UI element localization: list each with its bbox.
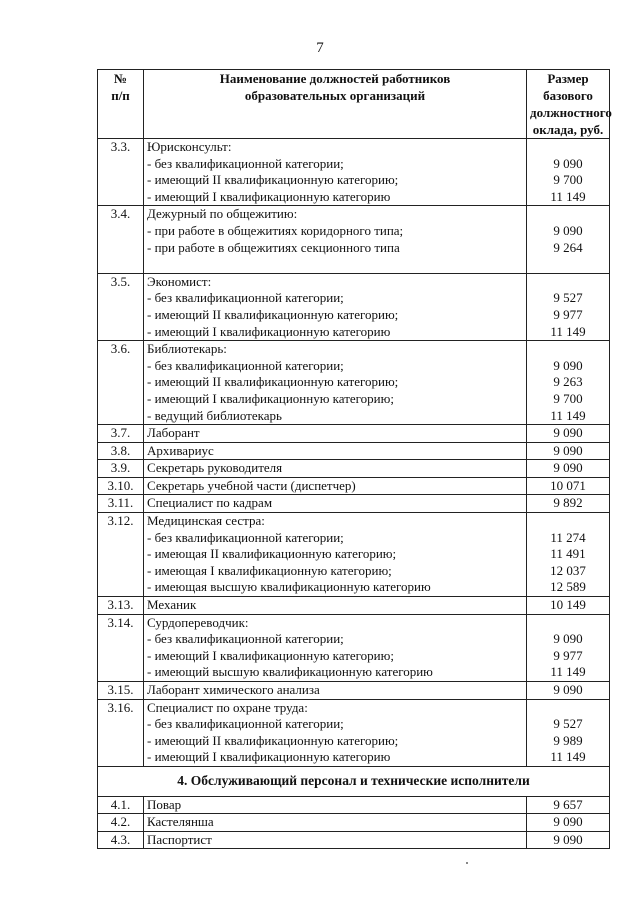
row-position-item: - имеющий II квалификационную категорию; (147, 732, 399, 748)
header-position-line: образовательных организаций (244, 88, 426, 103)
row-position (144, 699, 527, 766)
row-salary-value: 12 589 (550, 579, 586, 595)
row-position-item: - имеющий II квалификационную категорию; (147, 374, 399, 390)
row-salary (527, 814, 610, 832)
row-position-title: Архивариус (147, 442, 214, 458)
row-salary-value: 11 149 (550, 407, 586, 423)
row-salary-value: 9 989 (553, 732, 583, 748)
row-salary-value: 11 491 (550, 546, 586, 562)
row-position-item: - имеющий II квалификационную категорию; (147, 306, 399, 322)
row-position-title: Лаборант (147, 425, 200, 441)
row-salary-value: 11 149 (550, 749, 586, 765)
row-position (144, 814, 527, 832)
row-salary-value: 10 149 (550, 597, 586, 613)
row-number (98, 425, 144, 443)
row-salary-value: 9 527 (553, 716, 583, 732)
row-salary (527, 796, 610, 814)
row-position-item: - имеющий II квалификационную категорию; (147, 172, 399, 188)
row-salary-value: 9 977 (553, 306, 583, 322)
table-body (98, 139, 610, 767)
row-position-title: Секретарь учебной части (диспетчер) (147, 477, 356, 493)
salary-spacer (530, 139, 606, 156)
row-salary-value: 11 274 (550, 529, 586, 545)
row-number-text: 3.4. (110, 206, 131, 222)
row-position-item: - имеющая II квалификационную категорию; (147, 546, 397, 562)
row-position-item (147, 256, 523, 273)
row-number-text: 3.13. (107, 597, 134, 613)
row-number-text: 4.3. (110, 831, 131, 847)
row-number (98, 442, 144, 460)
row-position-title: Лаборант химического анализа (147, 682, 320, 697)
row-salary-value: 10 071 (550, 477, 586, 493)
row-salary-value: 9 090 (553, 814, 583, 830)
row-position-item: - без квалификационной категории; (147, 290, 344, 306)
table-row (98, 341, 610, 425)
row-number (98, 699, 144, 766)
row-number (98, 814, 144, 832)
scan-artifact (466, 862, 468, 864)
table-row (98, 597, 610, 615)
row-position-item: - ведущий библиотекарь (147, 407, 282, 423)
table-row (98, 699, 610, 766)
row-number-text: 3.7. (110, 425, 131, 441)
row-salary (527, 341, 610, 425)
salary-spacer (530, 341, 606, 358)
row-number (98, 139, 144, 206)
row-position-item: - имеющий высшую квалификационную категорию (147, 664, 433, 680)
row-number (98, 796, 144, 814)
row-position (144, 597, 527, 615)
header-position (144, 70, 527, 139)
row-position (144, 495, 527, 513)
row-salary-value: 9 700 (553, 390, 583, 406)
header-number-line: № (113, 71, 128, 86)
row-position (144, 341, 527, 425)
section-4-body (98, 766, 610, 848)
salary-spacer (530, 700, 606, 717)
row-salary (527, 614, 610, 681)
row-salary-value: 9 090 (553, 831, 583, 847)
table-row (98, 513, 610, 597)
section-title: 4. Обслуживающий персонал и технические исполнители (98, 766, 610, 796)
row-salary-value: 11 149 (550, 188, 586, 204)
row-position (144, 831, 527, 849)
row-position-item: - без квалификационной категории; (147, 357, 344, 373)
row-position-title: Кастелянша (147, 814, 214, 830)
row-salary-value: 9 090 (553, 442, 583, 458)
row-position (144, 614, 527, 681)
row-salary (527, 139, 610, 206)
row-salary (527, 513, 610, 597)
header-salary-line: Размер (547, 71, 589, 86)
table-row (98, 814, 610, 832)
table-row (98, 477, 610, 495)
row-position-title: Медицинская сестра: (147, 513, 265, 529)
row-salary (527, 442, 610, 460)
row-position-title: Механик (147, 597, 197, 613)
row-position (144, 477, 527, 495)
row-position-item: - имеющий I квалификационную категорию (147, 188, 391, 204)
table-row (98, 139, 610, 206)
row-position (144, 139, 527, 206)
row-position-title: Паспортист (147, 831, 212, 847)
salary-spacer (530, 615, 606, 632)
row-position-item: - имеющая I квалификационную категорию; (147, 562, 392, 578)
row-number-text: 4.1. (110, 796, 131, 812)
row-position-title: Повар (147, 796, 182, 812)
row-salary-value: 9 263 (553, 374, 583, 390)
row-position-item: - при работе в общежитиях коридорного типа; (147, 222, 404, 238)
table-row (98, 796, 610, 814)
row-number (98, 206, 144, 273)
row-position-title: Библиотекарь: (147, 341, 227, 357)
header-number-line: п/п (111, 88, 130, 103)
table-row (98, 442, 610, 460)
row-salary (527, 495, 610, 513)
row-number (98, 614, 144, 681)
row-position-title: Экономист: (147, 273, 212, 289)
table-row (98, 831, 610, 849)
row-number (98, 460, 144, 478)
row-number (98, 831, 144, 849)
salary-spacer (530, 274, 606, 291)
row-position-item: - без квалификационной категории; (147, 716, 344, 732)
row-salary-value: 9 090 (553, 631, 583, 647)
row-number (98, 495, 144, 513)
row-position-item: - при работе в общежитиях секционного типа (147, 239, 400, 255)
page-number: 7 (316, 40, 324, 56)
row-salary (527, 425, 610, 443)
row-salary-value: 12 037 (550, 562, 586, 578)
row-number (98, 597, 144, 615)
header-salary-line: базового (543, 88, 593, 103)
row-number-text: 3.14. (107, 614, 134, 630)
row-salary (527, 699, 610, 766)
row-number (98, 341, 144, 425)
row-number-text: 3.6. (110, 341, 131, 357)
section-header-row (98, 766, 610, 796)
row-position-item: - имеющий I квалификационную категорию (147, 323, 391, 339)
row-salary (527, 460, 610, 478)
salary-table (97, 69, 610, 849)
row-position-item: - без квалификационной категории; (147, 155, 344, 171)
row-number-text: 3.12. (107, 513, 134, 529)
row-position (144, 425, 527, 443)
row-number-text: 3.9. (110, 460, 131, 476)
row-position (144, 442, 527, 460)
row-salary (527, 477, 610, 495)
table-header-row (98, 70, 610, 139)
row-position (144, 206, 527, 273)
row-position (144, 273, 527, 340)
row-salary-value: 9 090 (553, 460, 583, 476)
row-number-text: 3.3. (110, 139, 131, 154)
row-position-item: - имеющий I квалификационную категорию; (147, 647, 394, 663)
row-number (98, 682, 144, 700)
table-row (98, 206, 610, 273)
row-number-text: 3.5. (110, 273, 131, 289)
row-position (144, 460, 527, 478)
table-row (98, 425, 610, 443)
row-position-item: - имеющий I квалификационную категорию (147, 749, 391, 765)
row-number-text: 3.16. (107, 699, 134, 715)
row-salary (527, 682, 610, 700)
row-salary-value: 9 892 (553, 495, 583, 511)
table-row (98, 273, 610, 340)
header-salary (527, 70, 610, 139)
row-number (98, 477, 144, 495)
row-position (144, 682, 527, 700)
row-position-item: - без квалификационной категории; (147, 631, 344, 647)
row-position (144, 513, 527, 597)
row-position-title: Секретарь руководителя (147, 460, 283, 476)
row-salary-value: 9 264 (553, 239, 583, 255)
row-salary (527, 206, 610, 273)
row-position-title: Специалист по кадрам (147, 495, 273, 511)
row-position-item: - имеющий I квалификационную категорию; (147, 390, 394, 406)
row-salary-value (530, 256, 606, 273)
row-salary-value: 9 657 (553, 796, 583, 812)
row-position-title: Специалист по охране труда: (147, 699, 308, 715)
table-row (98, 495, 610, 513)
row-salary-value: 9 527 (553, 290, 583, 306)
table-row (98, 682, 610, 700)
row-salary (527, 831, 610, 849)
header-salary-line: оклада, руб. (532, 122, 604, 137)
row-position-title: Сурдопереводчик: (147, 614, 249, 630)
row-salary-value: 9 090 (553, 357, 583, 373)
row-salary-value: 11 149 (550, 664, 586, 680)
row-salary-value: 9 090 (553, 425, 583, 441)
table-row (98, 614, 610, 681)
row-salary (527, 273, 610, 340)
row-number-text: 3.10. (107, 477, 134, 493)
header-position-line: Наименование должностей работников (219, 71, 451, 86)
row-position (144, 796, 527, 814)
row-position-item: - без квалификационной категории; (147, 529, 344, 545)
row-salary-value: 9 090 (553, 682, 583, 697)
header-number (98, 70, 144, 139)
row-number (98, 513, 144, 597)
row-number-text: 3.8. (110, 442, 131, 458)
header-salary-line: должностного (530, 105, 612, 120)
row-number (98, 273, 144, 340)
row-salary (527, 597, 610, 615)
row-position-title: Дежурный по общежитию: (147, 206, 298, 222)
row-salary-value: 11 149 (550, 323, 586, 339)
row-salary-value: 9 977 (553, 647, 583, 663)
salary-spacer (530, 206, 606, 223)
row-salary-value: 9 700 (553, 172, 583, 188)
row-number-text: 4.2. (110, 814, 131, 830)
row-number-text: 3.11. (107, 495, 134, 511)
salary-spacer (530, 513, 606, 530)
row-salary-value: 9 090 (553, 222, 583, 238)
row-salary-value: 9 090 (553, 155, 583, 171)
row-position-item: - имеющая высшую квалификационную категорию (147, 579, 431, 595)
table-row (98, 460, 610, 478)
row-number-text: 3.15. (107, 682, 134, 697)
row-position-title: Юрисконсульт: (147, 139, 232, 154)
